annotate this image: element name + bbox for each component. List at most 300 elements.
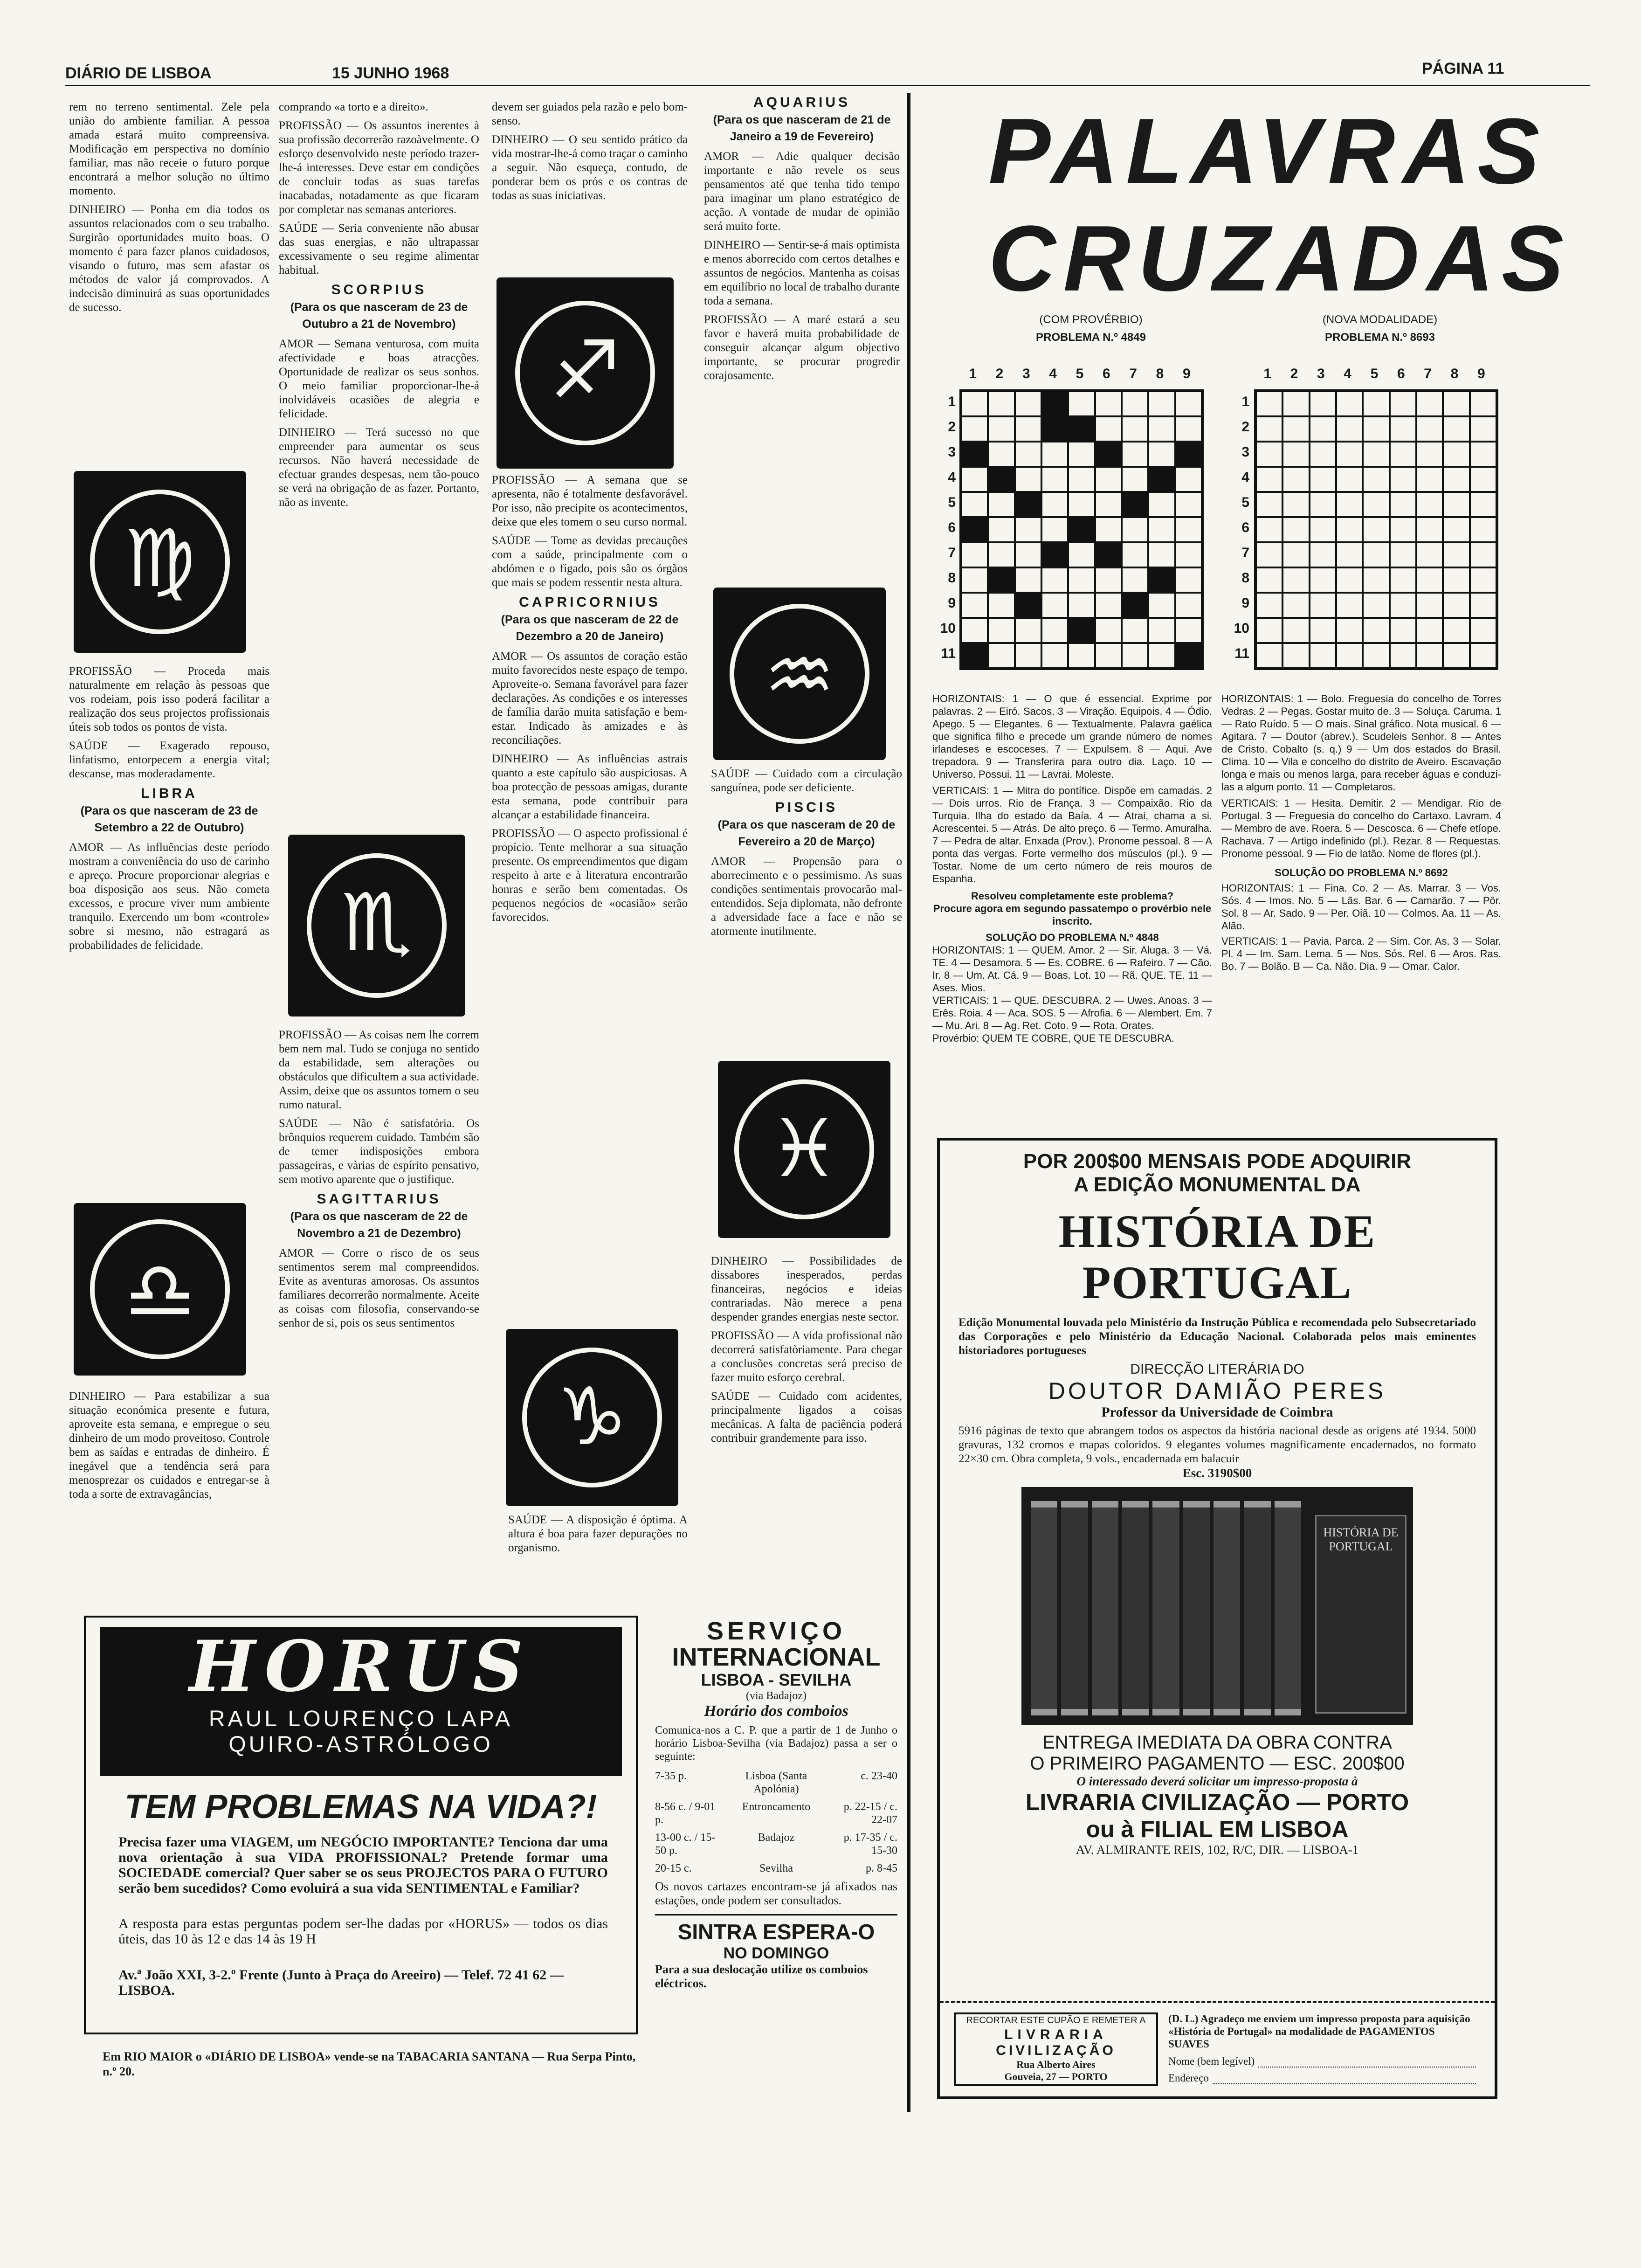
aquarius-dates: (Para os que nasceram de 21 de Janeiro a 19 de Fevereiro) bbox=[713, 113, 891, 143]
grid-cell[interactable] bbox=[961, 517, 988, 542]
grid-cell[interactable] bbox=[1390, 442, 1416, 467]
ad-doctor: DOUTOR DAMIÃO PERES bbox=[1048, 1378, 1386, 1404]
grid-cell[interactable] bbox=[1068, 567, 1095, 593]
grid-cell[interactable] bbox=[988, 467, 1014, 492]
capricornius-emblem bbox=[506, 1329, 678, 1506]
row-number: 8 bbox=[1241, 570, 1249, 586]
grid-cell[interactable] bbox=[1148, 618, 1175, 643]
grid-cell[interactable] bbox=[1041, 391, 1068, 416]
coupon-request-text: (D. L.) Agradeço me enviem um impresso proposta para aquisição «História de Portugal» na modalidade de PAGAMENTOS SUAVES bbox=[1168, 2013, 1470, 2050]
grid-cell[interactable] bbox=[961, 492, 988, 517]
grid-cell[interactable] bbox=[1416, 442, 1443, 467]
sagittarius-saude: SAÚDE — Tome as devidas precauções com a saúde, principalmente com o abdómen e o fígado, pois são os órgãos que mais se podem ressentir nesta altura. bbox=[492, 534, 688, 589]
grid-cell[interactable] bbox=[1122, 517, 1148, 542]
grid-cell[interactable] bbox=[1390, 391, 1416, 416]
grid-cell[interactable] bbox=[1015, 618, 1041, 643]
grid-cell[interactable] bbox=[1041, 643, 1068, 668]
row-number: 10 bbox=[940, 621, 956, 636]
grid-cell[interactable] bbox=[1015, 442, 1041, 467]
grid-cell[interactable] bbox=[1416, 492, 1443, 517]
row-number: 2 bbox=[948, 419, 956, 435]
grid-cell[interactable] bbox=[1175, 416, 1202, 442]
column-number: 7 bbox=[1129, 366, 1137, 381]
grid-cell[interactable] bbox=[1175, 618, 1202, 643]
grid-cell[interactable] bbox=[1416, 517, 1443, 542]
grid-cell[interactable] bbox=[1015, 517, 1041, 542]
virgo-profissao: PROFISSÃO — Proceda mais naturalmente em relação às pessoas que vos rodeiam, pois isso poderá facilitar a realização dos seus projectos profissionais úteis sob todos os pontos de vista. bbox=[69, 665, 269, 733]
piscis-saude: SAÚDE — Cuidado com acidentes, principalmente ligados a coisas mecânicas. A falta de paciência poderá contribuir grandemente para isso. bbox=[711, 1390, 902, 1445]
row-number: 5 bbox=[948, 495, 956, 510]
servico-via: (via Badajoz) bbox=[746, 1690, 807, 1702]
grid-cell[interactable] bbox=[1041, 517, 1068, 542]
horoscope-column-2 bbox=[279, 100, 479, 514]
grid-cell[interactable] bbox=[1416, 593, 1443, 618]
grid-cell[interactable] bbox=[1041, 567, 1068, 593]
coupon-name-2: CIVILIZAÇÃO bbox=[996, 2043, 1116, 2058]
timetable-left: 7-35 p. bbox=[655, 1770, 687, 1782]
book-spine bbox=[1031, 1501, 1057, 1715]
timetable-right: c. 23-40 bbox=[861, 1770, 897, 1782]
grid-cell[interactable] bbox=[1041, 492, 1068, 517]
scorpius-amor: AMOR — Semana venturosa, com muita afectividade e boas atracções. Oportunidade de realizar os seus sonhos. O meio familiar proporcionar-lhe-á inolvidáveis ocasiões de alegria e felicidade. bbox=[279, 338, 479, 420]
grid-cell[interactable] bbox=[1363, 517, 1389, 542]
grid-cell[interactable] bbox=[1363, 416, 1389, 442]
grid-cell[interactable] bbox=[1336, 517, 1363, 542]
grid-cell[interactable] bbox=[1310, 391, 1336, 416]
grid-cell[interactable] bbox=[1390, 593, 1416, 618]
left-grid-column-numbers bbox=[959, 366, 1200, 382]
ad-price: Esc. 3190$00 bbox=[1182, 1466, 1252, 1480]
grid-cell[interactable] bbox=[1122, 467, 1148, 492]
grid-cell[interactable] bbox=[1470, 442, 1496, 467]
grid-cell[interactable] bbox=[1336, 567, 1363, 593]
left-puzzle-number: PROBLEMA N.º 4849 bbox=[1036, 331, 1146, 344]
coupon-address-line[interactable] bbox=[1213, 2072, 1476, 2084]
train-timetable bbox=[655, 1770, 897, 1875]
horoscope-column-3c bbox=[508, 1513, 688, 1560]
grid-cell[interactable] bbox=[1041, 416, 1068, 442]
grid-cell[interactable] bbox=[961, 442, 988, 467]
grid-cell[interactable] bbox=[1336, 442, 1363, 467]
grid-cell[interactable] bbox=[1470, 618, 1496, 643]
grid-cell[interactable] bbox=[1122, 442, 1148, 467]
scorpius-profissao: PROFISSÃO — As coisas nem lhe correm bem nem mal. Tudo se conjuga no sentido da estabilidade, sem alterações ou obstáculos que dificultem a sua actividade. Assim, deixe que os assuntos tomem o seu rumo natural. bbox=[279, 1029, 479, 1111]
coupon-address-box bbox=[954, 2012, 1158, 2086]
historia-de-portugal-ad bbox=[937, 1138, 1497, 2099]
grid-cell[interactable] bbox=[1390, 416, 1416, 442]
column-number: 2 bbox=[995, 366, 1004, 381]
grid-cell[interactable] bbox=[1148, 492, 1175, 517]
grid-cell[interactable] bbox=[1416, 618, 1443, 643]
sintra-headline: SINTRA ESPERA-O bbox=[677, 1920, 875, 1944]
grid-cell[interactable] bbox=[1095, 517, 1122, 542]
timetable-row bbox=[655, 1800, 897, 1826]
grid-cell[interactable] bbox=[1443, 618, 1469, 643]
horoscope-column-1 bbox=[69, 100, 269, 319]
grid-cell[interactable] bbox=[1015, 593, 1041, 618]
piscis-icon: ♓ bbox=[768, 1103, 840, 1195]
grid-cell[interactable] bbox=[1256, 391, 1282, 416]
grid-cell[interactable] bbox=[1282, 416, 1309, 442]
horus-headline: TEM PROBLEMAS NA VIDA?! bbox=[124, 1788, 597, 1825]
grid-cell[interactable] bbox=[1068, 542, 1095, 567]
grid-cell[interactable] bbox=[1282, 643, 1309, 668]
grid-cell[interactable] bbox=[1416, 542, 1443, 567]
grid-cell[interactable] bbox=[1015, 391, 1041, 416]
libra-dates: (Para os que nasceram de 23 de Setembro a 22 de Outubro) bbox=[80, 804, 258, 834]
grid-cell[interactable] bbox=[1443, 643, 1469, 668]
section-divider bbox=[907, 93, 910, 2112]
piscis-dinheiro: DINHEIRO — Possibilidades de dissabores inesperados, perdas financeiras, negócios e ideias contrariadas. Não merece a pena despender grandes energias neste sector. bbox=[711, 1255, 902, 1323]
left-crossword-grid[interactable] bbox=[959, 389, 1204, 670]
grid-cell[interactable] bbox=[1148, 467, 1175, 492]
grid-cell[interactable] bbox=[1148, 416, 1175, 442]
sagittarius-amor: AMOR — Corre o risco de os seus sentimentos serem mal compreendidos. Evite as aventuras amorosas. Os assuntos familiares decorrerão normalmente. Aceite as coisas com filosofia, conservando-se senhor de si, pois os seus sentimentos bbox=[279, 1247, 479, 1329]
horus-ad bbox=[84, 1616, 638, 2034]
horus-logo: HORUS bbox=[189, 1625, 533, 1708]
grid-cell[interactable] bbox=[1095, 416, 1122, 442]
scorpius-saude: SAÚDE — Não é satisfatória. Os brônquios requerem cuidado. Também são de temer indisposições embora passageiras, e vàrias de espírito pensativo, sem motivo aparente que o justifique. bbox=[279, 1117, 479, 1186]
virgo-continuation: rem no terreno sentimental. Zele pela união do ambiente familiar. A pessoa amada estará muito compreensiva. Modificação em perspectiva no domínio familiar, mas não receie o futuro porque encontrará a melhor solução no último momento. bbox=[69, 101, 269, 197]
grid-cell[interactable] bbox=[1336, 618, 1363, 643]
grid-cell[interactable] bbox=[1310, 542, 1336, 567]
grid-cell[interactable] bbox=[1068, 492, 1095, 517]
grid-cell[interactable] bbox=[1363, 391, 1389, 416]
ad-details bbox=[958, 1424, 1476, 1466]
grid-cell[interactable] bbox=[1015, 467, 1041, 492]
grid-cell[interactable] bbox=[1310, 643, 1336, 668]
grid-cell[interactable] bbox=[1015, 416, 1041, 442]
scorpius-title: SCORPIUS bbox=[331, 282, 427, 297]
grid-cell[interactable] bbox=[1256, 643, 1282, 668]
grid-cell[interactable] bbox=[1470, 391, 1496, 416]
grid-cell[interactable] bbox=[1390, 618, 1416, 643]
grid-cell[interactable] bbox=[1041, 618, 1068, 643]
grid-cell[interactable] bbox=[1470, 492, 1496, 517]
grid-cell[interactable] bbox=[988, 618, 1014, 643]
row-number: 4 bbox=[948, 470, 956, 485]
capricornius-dinheiro: DINHEIRO — As influências astrais quanto a este capítulo são auspiciosas. A boa protecção de pessoas amigas, durante esta semana, pode contribuir para alcançar a estabilidade financeira. bbox=[492, 753, 688, 821]
coupon-address-label: Endereço bbox=[1168, 2072, 1209, 2084]
grid-cell[interactable] bbox=[1095, 467, 1122, 492]
column-number: 9 bbox=[1182, 366, 1191, 381]
grid-cell[interactable] bbox=[1122, 643, 1148, 668]
sagittarius-dinheiro: DINHEIRO — O seu sentido prático da vida mostrar-lhe-á como traçar o caminho a seguir. Não esqueça, contudo, de ponderar bem os prós e os contras de todas as suas iniciativas. bbox=[492, 133, 688, 202]
grid-cell[interactable] bbox=[1175, 567, 1202, 593]
grid-cell[interactable] bbox=[1470, 643, 1496, 668]
grid-cell[interactable] bbox=[1282, 467, 1309, 492]
row-number: 6 bbox=[1241, 520, 1249, 535]
grid-cell[interactable] bbox=[1095, 567, 1122, 593]
row-number: 6 bbox=[948, 520, 956, 535]
grid-cell[interactable] bbox=[1310, 442, 1336, 467]
grid-cell[interactable] bbox=[1363, 593, 1389, 618]
grid-cell[interactable] bbox=[1416, 467, 1443, 492]
grid-cell[interactable] bbox=[1122, 618, 1148, 643]
grid-cell[interactable] bbox=[1470, 517, 1496, 542]
grid-cell[interactable] bbox=[1041, 542, 1068, 567]
grid-cell[interactable] bbox=[1390, 643, 1416, 668]
grid-cell[interactable] bbox=[961, 643, 988, 668]
grid-cell[interactable] bbox=[1310, 467, 1336, 492]
grid-cell[interactable] bbox=[1068, 467, 1095, 492]
grid-cell[interactable] bbox=[961, 567, 988, 593]
sintra-subheadline: NO DOMINGO bbox=[723, 1944, 829, 1962]
horoscope-column-1b bbox=[69, 664, 269, 957]
grid-cell[interactable] bbox=[1363, 567, 1389, 593]
grid-cell[interactable] bbox=[1148, 593, 1175, 618]
grid-cell[interactable] bbox=[988, 416, 1014, 442]
grid-cell[interactable] bbox=[988, 492, 1014, 517]
horus-address: Av.ª João XXI, 3-2.º Frente (Junto à Praça do Areeiro) — Telef. 72 41 62 — LISBOA. bbox=[118, 1967, 564, 1998]
grid-cell[interactable] bbox=[1175, 442, 1202, 467]
book-cover: HISTÓRIA DE PORTUGAL bbox=[1315, 1515, 1407, 1714]
grid-cell[interactable] bbox=[1443, 542, 1469, 567]
grid-cell[interactable] bbox=[1282, 542, 1309, 567]
left-horizontais: HORIZONTAIS: 1 — O que é essencial. Exprime por palavras. 2 — Eiró. Sacos. 3 — Viração. Equipois. 4 — Ódio. Apego. 5 — Elegantes. 6 — Textualmente. Palavra gaélica que significa filho e precede um grande número de nomes irlandeses e escoceses. 7 — Expulsem. 8 — Aqui. Ave trepadora. 9 — Transferira para outro dia. Laço. 10 — Universo. Possui. 11 — Lavrai. Moleste. bbox=[932, 693, 1212, 780]
grid-cell[interactable] bbox=[1256, 442, 1282, 467]
grid-cell[interactable] bbox=[1095, 442, 1122, 467]
scorpius-icon: ♏ bbox=[341, 877, 413, 969]
grid-cell[interactable] bbox=[1095, 542, 1122, 567]
capricornius-profissao: PROFISSÃO — O aspecto profissional é propício. Tente melhorar a sua situação presente. Os empreendimentos que digam respeito à arte e à literatura encontrarão honras e serão bem comentadas. Os pequenos negócios de «ocasião» serão favorecidos. bbox=[492, 827, 688, 924]
coupon-address-field[interactable] bbox=[1168, 2072, 1476, 2084]
grid-cell[interactable] bbox=[1390, 517, 1416, 542]
grid-cell[interactable] bbox=[1256, 567, 1282, 593]
grid-cell[interactable] bbox=[1068, 643, 1095, 668]
grid-cell[interactable] bbox=[1416, 643, 1443, 668]
grid-cell[interactable] bbox=[1390, 542, 1416, 567]
grid-cell[interactable] bbox=[988, 391, 1014, 416]
grid-cell[interactable] bbox=[1363, 618, 1389, 643]
right-puzzle-label: (NOVA MODALIDADE) bbox=[1322, 313, 1438, 326]
grid-cell[interactable] bbox=[1390, 492, 1416, 517]
grid-cell[interactable] bbox=[1443, 517, 1469, 542]
grid-cell[interactable] bbox=[1363, 542, 1389, 567]
row-number: 11 bbox=[941, 646, 956, 661]
grid-cell[interactable] bbox=[1175, 643, 1202, 668]
libra-profissao: PROFISSÃO — Os assuntos inerentes à sua profissão decorrerão razoàvelmente. O esforço desenvolvido neste período trazer-lhe-á interesses. Deve estar em condições de concluir todas as suas tarefas inacabadas, notadamente as que ficaram por completar nas semanas anteriores. bbox=[279, 119, 479, 216]
grid-cell[interactable] bbox=[1015, 492, 1041, 517]
grid-cell[interactable] bbox=[1310, 517, 1336, 542]
grid-cell[interactable] bbox=[1336, 467, 1363, 492]
grid-cell[interactable] bbox=[1416, 391, 1443, 416]
grid-cell[interactable] bbox=[1470, 467, 1496, 492]
grid-cell[interactable] bbox=[1041, 442, 1068, 467]
grid-cell[interactable] bbox=[1336, 492, 1363, 517]
grid-cell[interactable] bbox=[1256, 517, 1282, 542]
grid-cell[interactable] bbox=[1175, 517, 1202, 542]
grid-cell[interactable] bbox=[988, 643, 1014, 668]
grid-cell[interactable] bbox=[1470, 542, 1496, 567]
grid-cell[interactable] bbox=[961, 542, 988, 567]
grid-cell[interactable] bbox=[1256, 467, 1282, 492]
servico-title-1: SERVIÇO bbox=[706, 1617, 846, 1645]
virgo-emblem bbox=[74, 471, 246, 653]
grid-cell[interactable] bbox=[1310, 567, 1336, 593]
row-number: 7 bbox=[948, 545, 956, 560]
right-grid-row-numbers bbox=[1231, 389, 1249, 666]
grid-cell[interactable] bbox=[1443, 391, 1469, 416]
timetable-station: Lisboa (Santa Apolónia) bbox=[745, 1770, 807, 1795]
row-number: 9 bbox=[948, 595, 956, 611]
grid-cell[interactable] bbox=[1443, 567, 1469, 593]
grid-cell[interactable] bbox=[1122, 542, 1148, 567]
grid-cell[interactable] bbox=[1175, 593, 1202, 618]
grid-cell[interactable] bbox=[988, 567, 1014, 593]
column-number: 6 bbox=[1102, 366, 1110, 381]
capricornius-saude: SAÚDE — A disposição é óptima. A altura é boa para fazer depurações no organismo. bbox=[508, 1514, 688, 1554]
horus-banner bbox=[100, 1627, 622, 1776]
grid-cell[interactable] bbox=[1282, 442, 1309, 467]
grid-cell[interactable] bbox=[1256, 618, 1282, 643]
grid-cell[interactable] bbox=[1122, 391, 1148, 416]
grid-cell[interactable] bbox=[1148, 542, 1175, 567]
grid-cell[interactable] bbox=[1256, 542, 1282, 567]
grid-cell[interactable] bbox=[1148, 567, 1175, 593]
timetable-right: p. 8-45 bbox=[866, 1862, 897, 1874]
grid-cell[interactable] bbox=[961, 593, 988, 618]
grid-cell[interactable] bbox=[1068, 416, 1095, 442]
grid-cell[interactable] bbox=[1148, 391, 1175, 416]
grid-cell[interactable] bbox=[1041, 467, 1068, 492]
grid-cell[interactable] bbox=[1175, 542, 1202, 567]
horoscope-column-4c bbox=[711, 1254, 902, 1450]
grid-cell[interactable] bbox=[1336, 391, 1363, 416]
grid-cell[interactable] bbox=[988, 517, 1014, 542]
grid-cell[interactable] bbox=[1336, 542, 1363, 567]
grid-cell[interactable] bbox=[1095, 643, 1122, 668]
grid-cell[interactable] bbox=[1068, 442, 1095, 467]
grid-cell[interactable] bbox=[1068, 618, 1095, 643]
grid-cell[interactable] bbox=[1095, 618, 1122, 643]
grid-cell[interactable] bbox=[1122, 416, 1148, 442]
coupon-addr-2: Gouveia, 27 — PORTO bbox=[1004, 2071, 1108, 2082]
grid-cell[interactable] bbox=[1068, 517, 1095, 542]
right-crossword-grid[interactable] bbox=[1254, 389, 1498, 670]
grid-cell[interactable] bbox=[1282, 593, 1309, 618]
libra-continuation: comprando «a torto e a direito». bbox=[279, 101, 428, 113]
grid-cell[interactable] bbox=[1122, 492, 1148, 517]
grid-cell[interactable] bbox=[1443, 467, 1469, 492]
grid-cell[interactable] bbox=[1416, 416, 1443, 442]
grid-cell[interactable] bbox=[988, 542, 1014, 567]
grid-cell[interactable] bbox=[961, 416, 988, 442]
grid-cell[interactable] bbox=[1310, 618, 1336, 643]
newspaper-name: DIÁRIO DE LISBOA bbox=[65, 64, 212, 82]
grid-cell[interactable] bbox=[1310, 416, 1336, 442]
grid-cell[interactable] bbox=[1282, 492, 1309, 517]
servico-horario: Horário dos comboios bbox=[704, 1702, 848, 1720]
grid-cell[interactable] bbox=[1336, 416, 1363, 442]
grid-cell[interactable] bbox=[1390, 467, 1416, 492]
header-rule bbox=[65, 85, 1590, 86]
grid-cell[interactable] bbox=[1095, 492, 1122, 517]
grid-cell[interactable] bbox=[1363, 643, 1389, 668]
left-solution-verticais: VERTICAIS: 1 — QUE. DESCUBRA. 2 — Uwes. Anoas. 3 — Erês. Roia. 4 — Aca. SOS. 5 — Afrofia. 6 — Alembert. Em. 7 — Mu. Ari. 8 — Ag. Ret. Coto. 9 — Rota. Orates. bbox=[932, 995, 1212, 1031]
grid-cell[interactable] bbox=[1148, 643, 1175, 668]
grid-cell[interactable] bbox=[1310, 593, 1336, 618]
aquarius-saude: SAÚDE — Cuidado com a circulação sanguínea, pode ser deficiente. bbox=[711, 768, 902, 794]
grid-cell[interactable] bbox=[1336, 643, 1363, 668]
column-number: 3 bbox=[1022, 366, 1030, 381]
grid-cell[interactable] bbox=[1175, 492, 1202, 517]
grid-cell[interactable] bbox=[1095, 593, 1122, 618]
ad-details-text: 5916 páginas de texto que abrangem todos os aspectos da história nacional desde as origens até 1934. 5000 gravuras, 132 cromos e mapas coloridos. 9 elegantes volumes magnificamente encadernados, no formato 22×30 cm. Obra completa, 9 vols., encadernada em balacuir bbox=[958, 1424, 1476, 1465]
aquarius-icon: ♒ bbox=[764, 629, 835, 722]
grid-cell[interactable] bbox=[961, 391, 988, 416]
grid-cell[interactable] bbox=[1282, 618, 1309, 643]
grid-cell[interactable] bbox=[1416, 567, 1443, 593]
grid-cell[interactable] bbox=[1282, 517, 1309, 542]
book-spine bbox=[1092, 1501, 1118, 1715]
grid-cell[interactable] bbox=[1443, 492, 1469, 517]
grid-cell[interactable] bbox=[1015, 643, 1041, 668]
grid-cell[interactable] bbox=[1470, 593, 1496, 618]
book-spine bbox=[1122, 1501, 1149, 1715]
grid-cell[interactable] bbox=[1175, 391, 1202, 416]
grid-cell[interactable] bbox=[1336, 593, 1363, 618]
grid-cell[interactable] bbox=[1041, 593, 1068, 618]
row-number: 5 bbox=[1241, 495, 1249, 510]
grid-cell[interactable] bbox=[1390, 567, 1416, 593]
row-number: 3 bbox=[1241, 444, 1249, 460]
crossword-title-1: PALAVRAS bbox=[988, 99, 1547, 203]
grid-cell[interactable] bbox=[1443, 416, 1469, 442]
horus-name: RAUL LOURENÇO LAPA bbox=[208, 1707, 513, 1731]
coupon-name-line[interactable] bbox=[1258, 2055, 1476, 2067]
grid-cell[interactable] bbox=[1256, 416, 1282, 442]
grid-cell[interactable] bbox=[1443, 593, 1469, 618]
grid-cell[interactable] bbox=[1310, 492, 1336, 517]
ad-livraria-1: LIVRARIA CIVILIZAÇÃO — PORTO bbox=[1025, 1789, 1409, 1815]
grid-cell[interactable] bbox=[1470, 416, 1496, 442]
right-puzzle-number: PROBLEMA N.º 8693 bbox=[1325, 331, 1435, 344]
grid-cell[interactable] bbox=[1363, 492, 1389, 517]
grid-cell[interactable] bbox=[1282, 567, 1309, 593]
timetable-left: 8-56 c. / 9-01 p. bbox=[655, 1801, 716, 1826]
grid-cell[interactable] bbox=[1256, 492, 1282, 517]
sagittarius-dates: (Para os que nasceram de 22 de Novembro a 21 de Dezembro) bbox=[290, 1210, 468, 1240]
grid-cell[interactable] bbox=[1148, 517, 1175, 542]
grid-cell[interactable] bbox=[1282, 391, 1309, 416]
grid-cell[interactable] bbox=[1122, 567, 1148, 593]
grid-cell[interactable] bbox=[1015, 567, 1041, 593]
row-number: 9 bbox=[1241, 595, 1249, 611]
grid-cell[interactable] bbox=[1363, 442, 1389, 467]
virgo-icon: ♍ bbox=[124, 513, 196, 605]
grid-cell[interactable] bbox=[988, 442, 1014, 467]
grid-cell[interactable] bbox=[1470, 567, 1496, 593]
grid-cell[interactable] bbox=[1015, 542, 1041, 567]
coupon-name-field[interactable] bbox=[1168, 2055, 1476, 2067]
grid-cell[interactable] bbox=[961, 618, 988, 643]
grid-cell[interactable] bbox=[1068, 593, 1095, 618]
libra-saude: SAÚDE — Seria conveniente não abusar das suas energias, e não ultrapassar excessivamente o seu regime alimentar habitual. bbox=[279, 222, 479, 277]
grid-cell[interactable] bbox=[1256, 593, 1282, 618]
grid-cell[interactable] bbox=[1148, 442, 1175, 467]
grid-cell[interactable] bbox=[1095, 391, 1122, 416]
grid-cell[interactable] bbox=[1443, 442, 1469, 467]
grid-cell[interactable] bbox=[988, 593, 1014, 618]
grid-cell[interactable] bbox=[961, 467, 988, 492]
grid-cell[interactable] bbox=[1068, 391, 1095, 416]
libra-title: LIBRA bbox=[141, 786, 198, 801]
grid-cell[interactable] bbox=[1363, 467, 1389, 492]
right-solution-verticais: VERTICAIS: 1 — Pavia. Parca. 2 — Sim. Cor. As. 3 — Solar. Pl. 4 — Im. Sam. Lema. 5 — Nos. Sós. Rel. 6 — Aros. Ras. Bo. 7 — Bolão. B — Ca. Não. Dia. 9 — Omar. Calor. bbox=[1221, 935, 1501, 972]
grid-cell[interactable] bbox=[1122, 593, 1148, 618]
grid-cell[interactable] bbox=[1175, 467, 1202, 492]
